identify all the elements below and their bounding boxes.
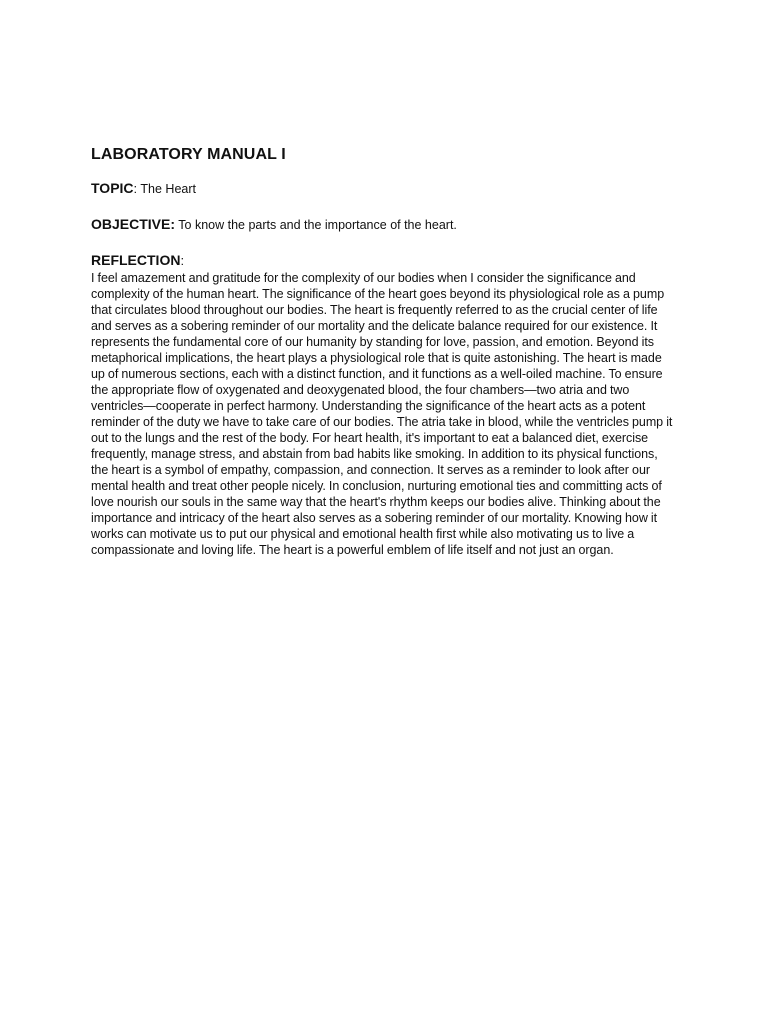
reflection-text: I feel amazement and gratitude for the complexity of our bodies when I consider the significance and complexity of the human heart. The significance of the heart goes beyond its physiological role as a pump that circulates blood throughout our bodies. The heart is frequently referred to as the crucial center of life and serves as a sobering reminder of our mortality and the delicate balance required for our existence. It represents the fundamental core of our humanity by standing for love, passion, and emotion. Beyond its metaphorical implications, the heart plays a physiological role that is quite astonishing. The heart is made up of numerous sections, each with a distinct function, and it functions as a well-oiled machine. To ensure the appropriate flow of oxygenated and deoxygenated blood, the four chambers—two atria and two ventricles—cooperate in perfect harmony. Understanding the significance of the heart acts as a potent reminder of the duty we have to take care of our bodies. The atria take in blood, while the ventricles pump it out to the lungs and the rest of the body. For heart health, it's important to eat a balanced diet, exercise frequently, manage stress, and abstain from bad habits like smoking. In addition to its physical functions, the heart is a symbol of empathy, compassion, and connection. It serves as a reminder to look after our mental health and treat other people nicely. In conclusion, nurturing emotional ties and committing acts of love nourish our souls in the same way that the heart's rhythm keeps our bodies alive. Thinking about the importance and intricacy of the heart also serves as a sobering reminder of our mortality. Knowing how it works can motivate us to put our physical and emotional health first while also motivating us to live a compassionate and loving life. The heart is a powerful emblem of life itself and not just an organ. xyxy=(91,271,673,557)
reflection-colon: : xyxy=(180,253,185,268)
topic-value: The Heart xyxy=(137,182,196,196)
objective-line xyxy=(91,215,675,234)
objective-value: To know the parts and the importance of the heart. xyxy=(175,218,457,232)
topic-colon: : xyxy=(133,181,138,196)
topic-label: TOPIC xyxy=(91,180,134,196)
topic-line xyxy=(91,179,675,198)
document-title: LABORATORY MANUAL I xyxy=(91,146,286,163)
reflection-label: REFLECTION xyxy=(91,252,181,268)
objective-label: OBJECTIVE: xyxy=(91,216,176,232)
reflection-heading xyxy=(91,251,675,270)
document-content xyxy=(91,144,675,558)
